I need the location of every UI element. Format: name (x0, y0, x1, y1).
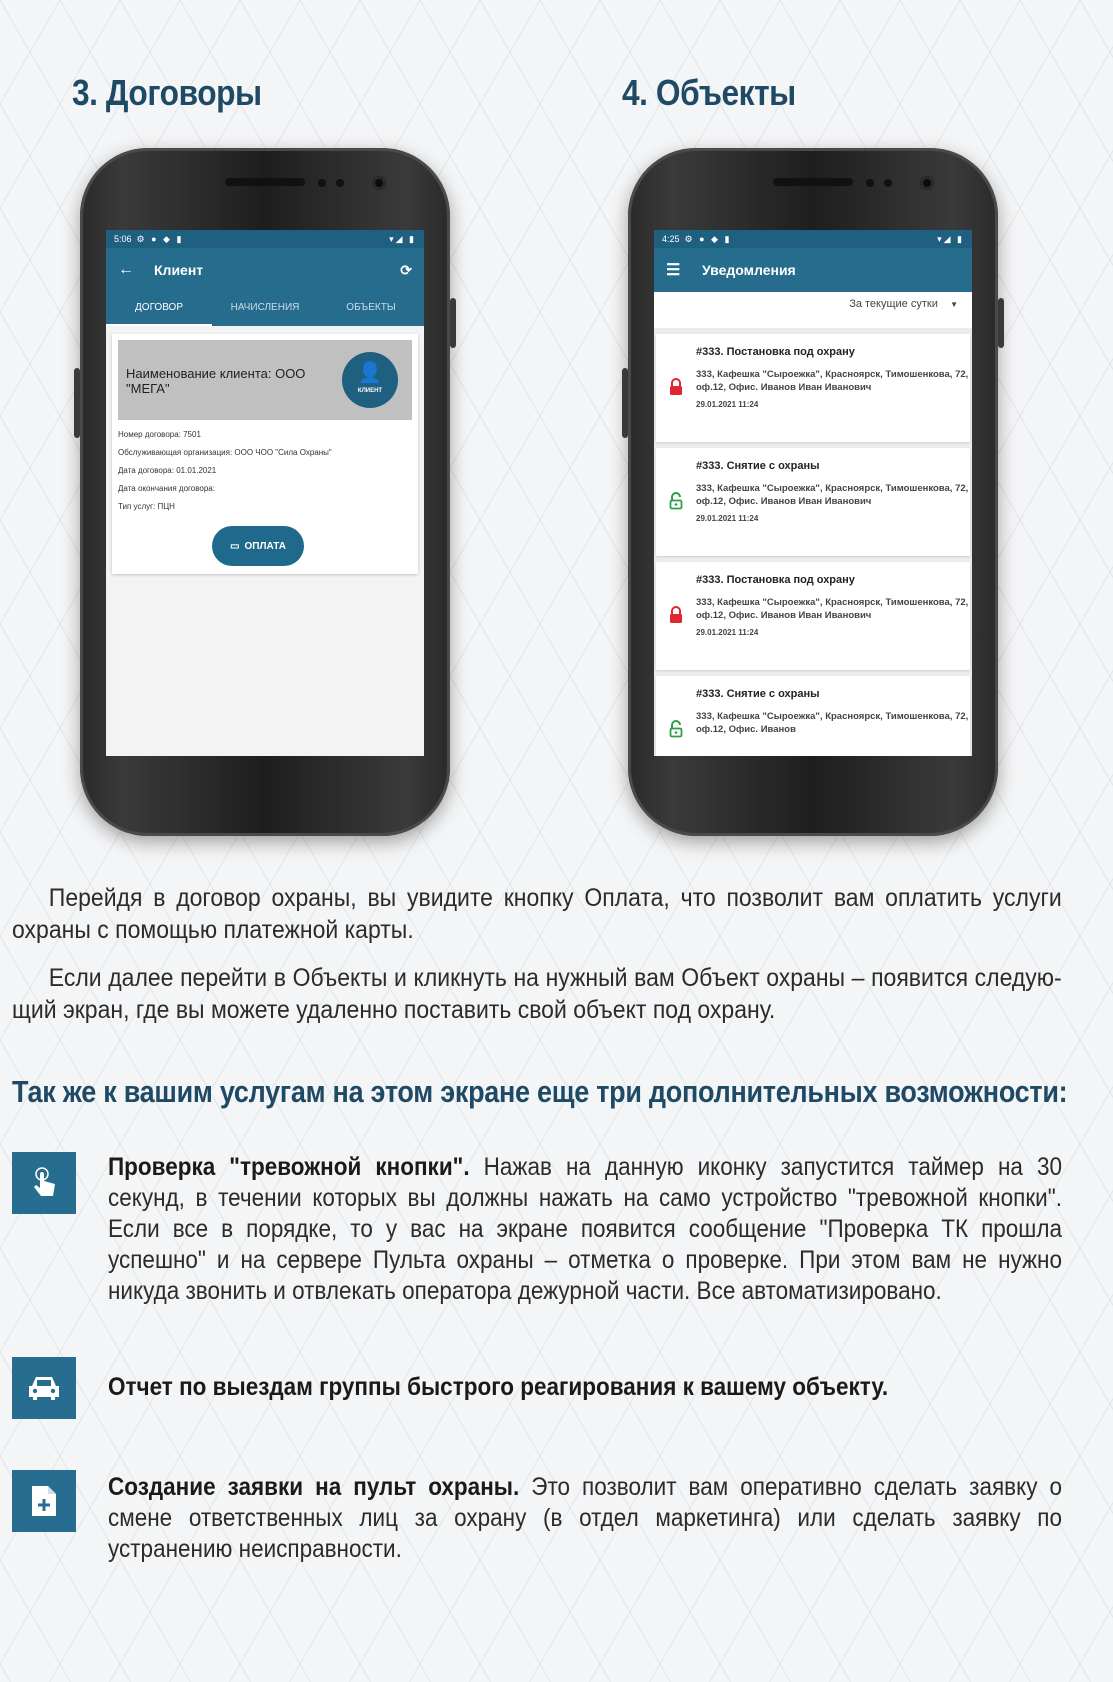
notification-title: #333. Постановка под охрану (696, 574, 855, 586)
back-arrow-icon[interactable]: ← (118, 261, 134, 278)
feature-title: Отчет по выездам группы быстрого реагирования к вашему объекту. (108, 1373, 889, 1401)
status-icons: ⚙ ● ◆ ▮ (684, 233, 732, 244)
pay-button-label: ОПЛАТА (244, 540, 286, 552)
notification-address: 333, Кафешка "Сыроежка", Красноярск, Тимошенкова, 72, оф.12, Офис. Иванов Иван Иванович (696, 597, 969, 621)
notification-time: 29.01.2021 11:24 (696, 514, 759, 523)
notification-time: 29.01.2021 11:24 (696, 400, 759, 409)
pay-button[interactable] (212, 526, 304, 566)
client-card (112, 334, 418, 574)
speaker-grille (225, 178, 305, 186)
client-name: Наименование клиента: ООО "МЕГА" (126, 366, 306, 396)
camera-icon (920, 176, 934, 190)
feature-description: Это позволит вам оперативно сделать заявку о смене ответственных лиц за охрану (в отдел маркетинга) или сделать заявку по устранению неисправности. (108, 1473, 1062, 1563)
signal-battery-icon: ▾◢ ▮ (937, 233, 964, 244)
notification-title: #333. Снятие с охраны (696, 688, 820, 700)
notification-item[interactable] (656, 448, 970, 556)
car-icon (12, 1357, 76, 1419)
contract-details (118, 426, 412, 516)
notification-address: 333, Кафешка "Сыроежка", Красноярск, Тимошенкова, 72, оф.12, Офис. Иванов Иван Иванович (696, 483, 969, 507)
notification-item[interactable] (656, 334, 970, 442)
feature-panic-button-check (108, 1152, 1062, 1307)
feature-title: Проверка "тревожной кнопки". (108, 1153, 470, 1181)
service-organization: Обслуживающая организация: ООО ЧОО "Сила Охраны" (118, 448, 332, 457)
app-bar (106, 248, 424, 292)
status-icons: ⚙ ● ◆ ▮ (136, 233, 184, 244)
service-type: Тип услуг: ПЦН (118, 502, 175, 511)
paragraph-payment: Перейдя в договор охраны, вы увидите кнопку Оплата, что позволит вам оплатить услуги охраны с помощью платежной карты. (12, 884, 1062, 944)
tab-objects[interactable]: ОБЪЕКТЫ (346, 302, 396, 313)
add-document-icon (12, 1470, 76, 1532)
avatar-caption: КЛИЕНТ (357, 387, 383, 394)
features-heading: Так же к вашим услугам на этом экране еще три дополнительных возможности: (12, 1074, 1068, 1109)
period-filter-value: За текущие сутки (849, 298, 938, 310)
contract-number: Номер договора: 7501 (118, 430, 201, 439)
tab-bar (106, 292, 424, 326)
tab-charges[interactable]: НАЧИСЛЕНИЯ (230, 302, 300, 313)
section-title-objects: 4. Объекты (622, 72, 796, 113)
notification-address: 333, Кафешка "Сыроежка", Красноярск, Тимошенкова, 72, оф.12, Офис. Иванов Иван Иванович (696, 369, 969, 393)
phone-screen-notifications (654, 230, 972, 756)
contract-end-date: Дата окончания договора: (118, 484, 215, 493)
notification-item[interactable] (656, 676, 970, 756)
contract-date: Дата договора: 01.01.2021 (118, 466, 217, 475)
period-filter[interactable] (654, 292, 972, 328)
notification-title: #333. Постановка под охрану (696, 346, 855, 358)
menu-icon[interactable]: ☰ (666, 262, 681, 279)
feature-title: Создание заявки на пульт охраны. (108, 1473, 520, 1501)
status-bar (654, 230, 972, 248)
lock-closed-icon (668, 378, 684, 396)
status-time: 4:25 (662, 233, 680, 244)
feature-response-report (108, 1372, 1062, 1403)
credit-card-icon: ▭ (230, 540, 240, 552)
camera-icon (372, 176, 386, 190)
client-avatar (342, 352, 398, 408)
feature-create-request (108, 1472, 1062, 1565)
app-bar-title: Уведомления (702, 262, 796, 278)
refresh-icon[interactable]: ⟳ (400, 261, 412, 278)
lock-open-icon (668, 720, 684, 738)
section-title-contracts: 3. Договоры (72, 72, 262, 113)
lock-open-icon (668, 492, 684, 510)
lock-closed-icon (668, 606, 684, 624)
client-header (118, 340, 412, 420)
user-icon: 👤 (357, 361, 383, 384)
status-bar (106, 230, 424, 248)
notification-time: 29.01.2021 11:24 (696, 628, 759, 637)
app-bar-title: Клиент (154, 262, 204, 278)
notification-title: #333. Снятие с охраны (696, 460, 820, 472)
touch-icon (12, 1152, 76, 1214)
paragraph-objects: Если далее перейти в Объекты и кликнуть на нужный вам Объект охраны – появится следую-щий экран, где вы можете удаленно поставить свой объект под охрану. (12, 964, 1062, 1024)
notification-list (654, 328, 972, 756)
status-time: 5:06 (114, 233, 132, 244)
notification-item[interactable] (656, 562, 970, 670)
tab-contract[interactable]: ДОГОВОР (106, 292, 212, 326)
notification-address: 333, Кафешка "Сыроежка", Красноярск, Тимошенкова, 72, оф.12, Офис. Иванов (696, 711, 969, 735)
phone-mockup-left (80, 148, 450, 836)
phone-mockup-right (628, 148, 998, 836)
signal-battery-icon: ▾◢ ▮ (389, 233, 416, 244)
app-bar (654, 248, 972, 292)
speaker-grille (773, 178, 853, 186)
feature-description: Нажав на данную иконку запустится таймер на 30 секунд, в течении которых вы должны нажать на само устройство "тревожной кнопки". Если все в порядке, то у вас на экране появится сообщение "Проверка ТК прошла успешно" и на сервере Пульта охраны – отметка о проверке. При этом вам не нужно никуда звонить и отвлекать оператора дежурной части. Все автоматизировано. (108, 1153, 1063, 1305)
dropdown-arrow-icon: ▼ (950, 300, 958, 309)
phone-screen-client (106, 230, 424, 756)
